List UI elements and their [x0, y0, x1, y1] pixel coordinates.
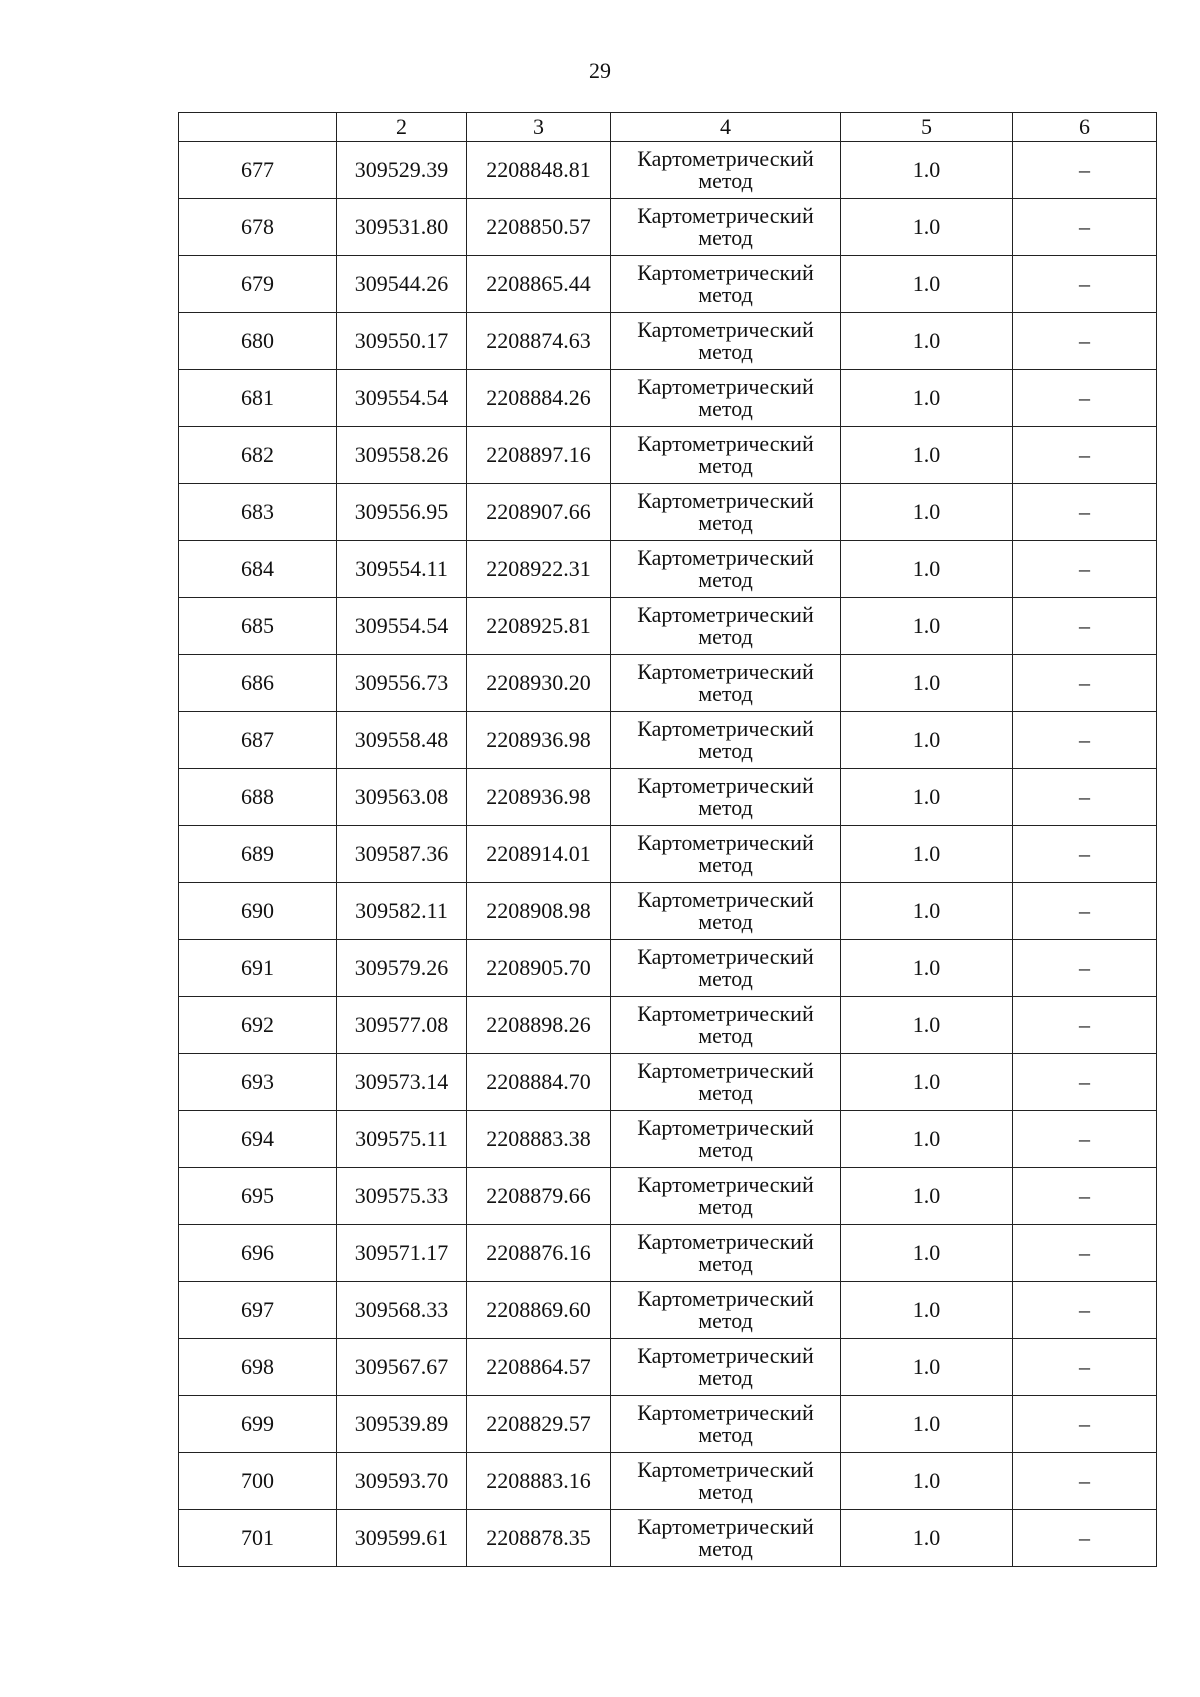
method-line-1: Картометрический — [637, 1457, 814, 1482]
table-row — [179, 1225, 1157, 1282]
x-coordinate-cell: 309579.26 — [337, 940, 467, 997]
method-line-1: Картометрический — [637, 545, 814, 570]
method-cell — [611, 1339, 841, 1396]
note-cell: – — [1013, 484, 1157, 541]
table-row — [179, 826, 1157, 883]
accuracy-cell: 1.0 — [841, 1453, 1013, 1510]
note-cell: – — [1013, 1339, 1157, 1396]
accuracy-cell: 1.0 — [841, 1225, 1013, 1282]
x-coordinate-cell: 309582.11 — [337, 883, 467, 940]
note-cell: – — [1013, 199, 1157, 256]
method-line-1: Картометрический — [637, 431, 814, 456]
y-coordinate-cell: 2208930.20 — [467, 655, 611, 712]
method-cell — [611, 199, 841, 256]
method-line-1: Картометрический — [637, 773, 814, 798]
table-row — [179, 313, 1157, 370]
method-line-1: Картометрический — [637, 374, 814, 399]
note-cell: – — [1013, 712, 1157, 769]
note-cell: – — [1013, 1396, 1157, 1453]
accuracy-cell: 1.0 — [841, 1510, 1013, 1567]
method-line-2: метод — [698, 1194, 753, 1219]
method-line-2: метод — [698, 1308, 753, 1333]
page-number: 29 — [589, 58, 611, 83]
method-cell — [611, 1453, 841, 1510]
method-cell — [611, 769, 841, 826]
column-header: 5 — [841, 113, 1013, 142]
accuracy-cell: 1.0 — [841, 940, 1013, 997]
point-number-cell: 685 — [179, 598, 337, 655]
point-number-cell: 696 — [179, 1225, 337, 1282]
y-coordinate-cell: 2208874.63 — [467, 313, 611, 370]
y-coordinate-cell: 2208883.16 — [467, 1453, 611, 1510]
method-line-2: метод — [698, 966, 753, 991]
method-cell — [611, 427, 841, 484]
method-cell — [611, 1510, 841, 1567]
method-line-2: метод — [698, 225, 753, 250]
accuracy-cell: 1.0 — [841, 199, 1013, 256]
point-number-cell: 689 — [179, 826, 337, 883]
y-coordinate-cell: 2208936.98 — [467, 712, 611, 769]
table-row — [179, 541, 1157, 598]
method-cell — [611, 883, 841, 940]
table-row — [179, 370, 1157, 427]
column-header: 2 — [337, 113, 467, 142]
method-line-2: метод — [698, 1023, 753, 1048]
point-number-cell: 686 — [179, 655, 337, 712]
y-coordinate-cell: 2208884.26 — [467, 370, 611, 427]
accuracy-cell: 1.0 — [841, 427, 1013, 484]
accuracy-cell: 1.0 — [841, 883, 1013, 940]
point-number-cell: 691 — [179, 940, 337, 997]
method-line-1: Картометрический — [637, 1286, 814, 1311]
method-cell — [611, 826, 841, 883]
accuracy-cell: 1.0 — [841, 541, 1013, 598]
table-row — [179, 427, 1157, 484]
note-cell: – — [1013, 1282, 1157, 1339]
point-number-cell: 700 — [179, 1453, 337, 1510]
note-cell: – — [1013, 313, 1157, 370]
x-coordinate-cell: 309567.67 — [337, 1339, 467, 1396]
point-number-cell: 687 — [179, 712, 337, 769]
y-coordinate-cell: 2208898.26 — [467, 997, 611, 1054]
x-coordinate-cell: 309577.08 — [337, 997, 467, 1054]
method-line-2: метод — [698, 795, 753, 820]
x-coordinate-cell: 309599.61 — [337, 1510, 467, 1567]
y-coordinate-cell: 2208850.57 — [467, 199, 611, 256]
y-coordinate-cell: 2208869.60 — [467, 1282, 611, 1339]
note-cell: – — [1013, 997, 1157, 1054]
table-row — [179, 1282, 1157, 1339]
y-coordinate-cell: 2208908.98 — [467, 883, 611, 940]
method-line-2: метод — [698, 168, 753, 193]
point-number-cell: 690 — [179, 883, 337, 940]
table-row — [179, 256, 1157, 313]
note-cell: – — [1013, 427, 1157, 484]
note-cell: – — [1013, 1168, 1157, 1225]
y-coordinate-cell: 2208865.44 — [467, 256, 611, 313]
table-row — [179, 484, 1157, 541]
method-line-1: Картометрический — [637, 488, 814, 513]
method-line-2: метод — [698, 1479, 753, 1504]
method-line-2: метод — [698, 852, 753, 877]
method-line-1: Картометрический — [637, 887, 814, 912]
method-line-2: метод — [698, 1422, 753, 1447]
accuracy-cell: 1.0 — [841, 826, 1013, 883]
table-row — [179, 199, 1157, 256]
table-row — [179, 1396, 1157, 1453]
x-coordinate-cell: 309556.73 — [337, 655, 467, 712]
point-number-cell: 688 — [179, 769, 337, 826]
method-line-1: Картометрический — [637, 1058, 814, 1083]
point-number-cell: 682 — [179, 427, 337, 484]
table-row — [179, 598, 1157, 655]
method-cell — [611, 1111, 841, 1168]
method-line-2: метод — [698, 567, 753, 592]
method-cell — [611, 256, 841, 313]
y-coordinate-cell: 2208829.57 — [467, 1396, 611, 1453]
column-header: 3 — [467, 113, 611, 142]
accuracy-cell: 1.0 — [841, 484, 1013, 541]
y-coordinate-cell: 2208879.66 — [467, 1168, 611, 1225]
method-cell — [611, 1168, 841, 1225]
table-row — [179, 1339, 1157, 1396]
method-line-1: Картометрический — [637, 1400, 814, 1425]
method-cell — [611, 655, 841, 712]
method-cell — [611, 484, 841, 541]
note-cell: – — [1013, 883, 1157, 940]
accuracy-cell: 1.0 — [841, 256, 1013, 313]
method-cell — [611, 940, 841, 997]
accuracy-cell: 1.0 — [841, 997, 1013, 1054]
method-cell — [611, 997, 841, 1054]
method-line-1: Картометрический — [637, 203, 814, 228]
x-coordinate-cell: 309587.36 — [337, 826, 467, 883]
method-line-1: Картометрический — [637, 944, 814, 969]
point-number-cell: 692 — [179, 997, 337, 1054]
method-line-2: метод — [698, 1080, 753, 1105]
y-coordinate-cell: 2208876.16 — [467, 1225, 611, 1282]
accuracy-cell: 1.0 — [841, 712, 1013, 769]
table-row — [179, 1054, 1157, 1111]
x-coordinate-cell: 309568.33 — [337, 1282, 467, 1339]
x-coordinate-cell: 309554.54 — [337, 598, 467, 655]
method-cell — [611, 370, 841, 427]
point-number-cell: 684 — [179, 541, 337, 598]
method-line-1: Картометрический — [637, 659, 814, 684]
method-line-1: Картометрический — [637, 317, 814, 342]
column-header: 6 — [1013, 113, 1157, 142]
accuracy-cell: 1.0 — [841, 1282, 1013, 1339]
method-line-2: метод — [698, 738, 753, 763]
note-cell: – — [1013, 1453, 1157, 1510]
point-number-cell: 699 — [179, 1396, 337, 1453]
note-cell: – — [1013, 598, 1157, 655]
accuracy-cell: 1.0 — [841, 313, 1013, 370]
point-number-cell: 698 — [179, 1339, 337, 1396]
method-line-2: метод — [698, 624, 753, 649]
method-line-1: Картометрический — [637, 1343, 814, 1368]
table-row — [179, 1453, 1157, 1510]
method-line-2: метод — [698, 453, 753, 478]
y-coordinate-cell: 2208925.81 — [467, 598, 611, 655]
method-line-1: Картометрический — [637, 146, 814, 171]
x-coordinate-cell: 309556.95 — [337, 484, 467, 541]
method-line-2: метод — [698, 1251, 753, 1276]
method-line-2: метод — [698, 339, 753, 364]
method-line-2: метод — [698, 1365, 753, 1390]
method-line-1: Картометрический — [637, 830, 814, 855]
x-coordinate-cell: 309573.14 — [337, 1054, 467, 1111]
method-line-1: Картометрический — [637, 260, 814, 285]
point-number-cell: 681 — [179, 370, 337, 427]
x-coordinate-cell: 309531.80 — [337, 199, 467, 256]
column-header — [179, 113, 337, 142]
y-coordinate-cell: 2208864.57 — [467, 1339, 611, 1396]
note-cell: – — [1013, 256, 1157, 313]
note-cell: – — [1013, 655, 1157, 712]
x-coordinate-cell: 309575.11 — [337, 1111, 467, 1168]
accuracy-cell: 1.0 — [841, 655, 1013, 712]
y-coordinate-cell: 2208936.98 — [467, 769, 611, 826]
x-coordinate-cell: 309571.17 — [337, 1225, 467, 1282]
note-cell: – — [1013, 1054, 1157, 1111]
table-row — [179, 769, 1157, 826]
y-coordinate-cell: 2208907.66 — [467, 484, 611, 541]
method-cell — [611, 1054, 841, 1111]
method-cell — [611, 313, 841, 370]
method-line-1: Картометрический — [637, 1115, 814, 1140]
table-row — [179, 1168, 1157, 1225]
note-cell: – — [1013, 940, 1157, 997]
method-line-1: Картометрический — [637, 1172, 814, 1197]
table-row — [179, 883, 1157, 940]
method-line-2: метод — [698, 1137, 753, 1162]
accuracy-cell: 1.0 — [841, 1111, 1013, 1168]
y-coordinate-cell: 2208878.35 — [467, 1510, 611, 1567]
table-row — [179, 712, 1157, 769]
x-coordinate-cell: 309550.17 — [337, 313, 467, 370]
accuracy-cell: 1.0 — [841, 1168, 1013, 1225]
method-cell — [611, 1396, 841, 1453]
x-coordinate-cell: 309558.48 — [337, 712, 467, 769]
y-coordinate-cell: 2208848.81 — [467, 142, 611, 199]
column-header: 4 — [611, 113, 841, 142]
accuracy-cell: 1.0 — [841, 1339, 1013, 1396]
method-cell — [611, 541, 841, 598]
table-header-row — [179, 113, 1157, 142]
x-coordinate-cell: 309539.89 — [337, 1396, 467, 1453]
point-number-cell: 680 — [179, 313, 337, 370]
method-cell — [611, 1225, 841, 1282]
y-coordinate-cell: 2208914.01 — [467, 826, 611, 883]
y-coordinate-cell: 2208884.70 — [467, 1054, 611, 1111]
note-cell: – — [1013, 370, 1157, 427]
point-number-cell: 694 — [179, 1111, 337, 1168]
y-coordinate-cell: 2208883.38 — [467, 1111, 611, 1168]
method-line-2: метод — [698, 681, 753, 706]
table-row — [179, 997, 1157, 1054]
y-coordinate-cell: 2208897.16 — [467, 427, 611, 484]
y-coordinate-cell: 2208922.31 — [467, 541, 611, 598]
point-number-cell: 678 — [179, 199, 337, 256]
method-line-2: метод — [698, 282, 753, 307]
method-line-1: Картометрический — [637, 602, 814, 627]
point-number-cell: 697 — [179, 1282, 337, 1339]
note-cell: – — [1013, 769, 1157, 826]
table-row — [179, 655, 1157, 712]
method-cell — [611, 142, 841, 199]
method-cell — [611, 598, 841, 655]
method-cell — [611, 1282, 841, 1339]
method-line-1: Картометрический — [637, 1229, 814, 1254]
point-number-cell: 693 — [179, 1054, 337, 1111]
note-cell: – — [1013, 826, 1157, 883]
y-coordinate-cell: 2208905.70 — [467, 940, 611, 997]
point-number-cell: 695 — [179, 1168, 337, 1225]
table-body — [179, 113, 1157, 1567]
x-coordinate-cell: 309558.26 — [337, 427, 467, 484]
x-coordinate-cell: 309593.70 — [337, 1453, 467, 1510]
method-cell — [611, 712, 841, 769]
accuracy-cell: 1.0 — [841, 142, 1013, 199]
point-number-cell: 683 — [179, 484, 337, 541]
method-line-1: Картометрический — [637, 716, 814, 741]
coordinates-table — [178, 112, 1157, 1567]
note-cell: – — [1013, 142, 1157, 199]
table-row — [179, 940, 1157, 997]
note-cell: – — [1013, 1111, 1157, 1168]
accuracy-cell: 1.0 — [841, 1054, 1013, 1111]
accuracy-cell: 1.0 — [841, 1396, 1013, 1453]
note-cell: – — [1013, 1510, 1157, 1567]
method-line-2: метод — [698, 396, 753, 421]
note-cell: – — [1013, 1225, 1157, 1282]
method-line-2: метод — [698, 1536, 753, 1561]
x-coordinate-cell: 309575.33 — [337, 1168, 467, 1225]
accuracy-cell: 1.0 — [841, 370, 1013, 427]
x-coordinate-cell: 309529.39 — [337, 142, 467, 199]
x-coordinate-cell: 309554.54 — [337, 370, 467, 427]
x-coordinate-cell: 309544.26 — [337, 256, 467, 313]
method-line-1: Картометрический — [637, 1514, 814, 1539]
point-number-cell: 701 — [179, 1510, 337, 1567]
table-row — [179, 1111, 1157, 1168]
point-number-cell: 679 — [179, 256, 337, 313]
note-cell: – — [1013, 541, 1157, 598]
method-line-1: Картометрический — [637, 1001, 814, 1026]
table-row — [179, 142, 1157, 199]
accuracy-cell: 1.0 — [841, 769, 1013, 826]
accuracy-cell: 1.0 — [841, 598, 1013, 655]
x-coordinate-cell: 309563.08 — [337, 769, 467, 826]
x-coordinate-cell: 309554.11 — [337, 541, 467, 598]
method-line-2: метод — [698, 510, 753, 535]
table-row — [179, 1510, 1157, 1567]
point-number-cell: 677 — [179, 142, 337, 199]
method-line-2: метод — [698, 909, 753, 934]
